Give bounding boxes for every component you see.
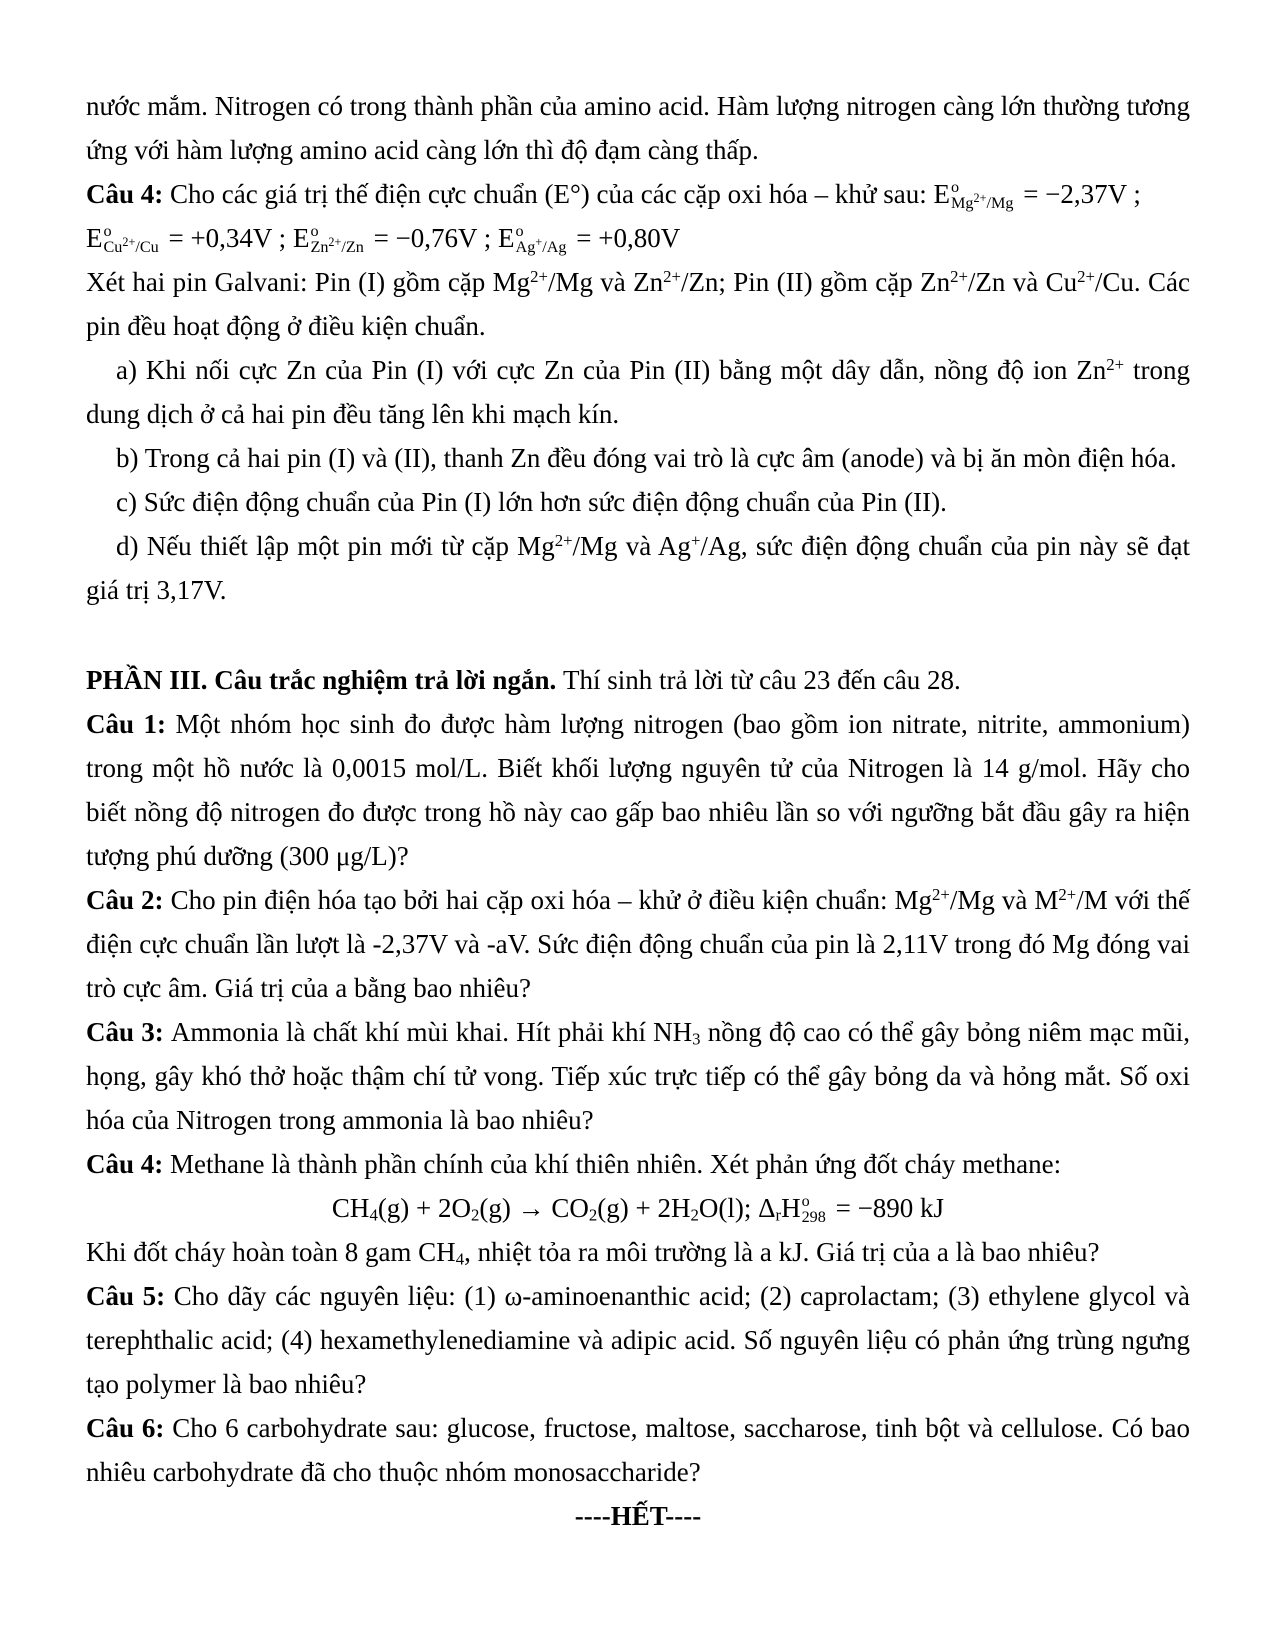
text-run: E [86, 223, 103, 253]
text-run: Δ [758, 1193, 776, 1223]
text-run: Một nhóm học sinh đo được hàm lượng nitrogen (bao gồm ion nitrate, nitrite, ammonium) trong một hồ nước là 0,0015 mol/L. Biết khối lượng nguyên tử của Nitrogen là 14 g/mol. Hãy cho biết nồng độ nitrogen đo được trong hồ này cao gấp bao nhiêu lần so với ngưỡng bắt đầu gây ra hiện tượng phú dưỡng (300 μg/L)? [86, 709, 1190, 871]
superscript-run: 2+ [530, 266, 548, 286]
text-run: /Mg và M [949, 885, 1059, 915]
text-run: /Zn và Cu [967, 267, 1078, 297]
text-run: /M với thế điện cực chuẩn lần lượt là -2,37V và -aV. Sức điện động chuẩn của pin là 2,11V trong đó Mg đóng vai trò cực âm. Giá trị của a bằng bao nhiêu? [86, 885, 1191, 1003]
text-run: trong dung dịch ở cả hai pin đều tăng lên khi mạch kín. [86, 355, 1190, 429]
text-run: Thí sinh trả lời từ câu 23 đến câu 28. [562, 665, 961, 695]
text-run: (g) + 2H [597, 1193, 691, 1223]
para-intro-degree-dam [86, 84, 1190, 172]
text-run: /Ag [542, 237, 567, 256]
text-run: 298 [801, 1207, 826, 1226]
text-run: = +0,34V ; [161, 223, 293, 253]
text-run: Cho 6 carbohydrate sau: glucose, fructose, maltose, saccharose, tinh bột và cellulose. Có bao nhiêu carbohydrate đã cho thuộc nhóm monosaccharide? [86, 1413, 1190, 1487]
text-run: = −0,76V ; [366, 223, 499, 253]
text-run: /Zn; Pin (II) gồm cặp Zn [680, 267, 951, 297]
para-end-marker [86, 1494, 1190, 1538]
text-run: Methane là thành phần chính của khí thiên nhiên. Xét phản ứng đốt cháy methane: [170, 1149, 1062, 1179]
text-run: , nhiệt tỏa ra môi trường là a kJ. Giá trị của a là bao nhiêu? [464, 1237, 1100, 1267]
superscript-run: 2+ [1058, 884, 1077, 904]
para-cau4-question [86, 1230, 1190, 1274]
text-run: c) Sức điện động chuẩn của Pin (I) lớn hơn sức điện động chuẩn của Pin (II). [116, 487, 947, 517]
text-run: Mg [951, 193, 974, 212]
text-run: E [292, 223, 310, 253]
subscript-run: 4 [369, 1205, 378, 1225]
superscript-run: 2+ [950, 266, 968, 286]
subscript-run: r [775, 1205, 782, 1225]
para-cau6 [86, 1406, 1190, 1494]
superscript-run: 2+ [554, 530, 573, 550]
superscript-run: + [535, 234, 543, 249]
para-statement-d [86, 524, 1190, 612]
superscript-run: 2+ [1106, 354, 1125, 374]
subscript-run: 2 [588, 1205, 598, 1225]
formula-supsub-stack [310, 223, 363, 255]
formula-subscript [103, 234, 159, 256]
text-run: = +0,80V [569, 223, 681, 253]
text-run: /Mg và Ag [572, 531, 691, 561]
text-run: /Ag, sức điện động chuẩn của pin này sẽ đạt giá trị 3,17V. [86, 531, 1190, 605]
formula-superscript: o [515, 221, 524, 240]
bold-text-run: Câu 4: [86, 1149, 171, 1179]
bold-text-run: Câu 1: [86, 709, 176, 739]
text-run: b) Trong cả hai pin (I) và (II), thanh Zn đều đóng vai trò là cực âm (anode) và bị ăn mòn điện hóa. [116, 443, 1177, 473]
para-cau2 [86, 878, 1190, 1010]
text-run: Cho pin điện hóa tạo bởi hai cặp oxi hóa – khử ở điều kiện chuẩn: Mg [170, 885, 932, 915]
text-run: nước mắm. Nitrogen có trong thành phần của amino acid. Hàm lượng nitrogen càng lớn thường tương ứng với hàm lượng amino acid càng lớn thì độ đạm càng thấp. [86, 91, 1190, 165]
document-body [86, 84, 1190, 1538]
formula-superscript: o [951, 177, 960, 196]
formula-supsub-stack [104, 223, 159, 255]
text-run: (g) → CO [479, 1193, 589, 1223]
text-run: = −2,37V ; [1016, 179, 1141, 209]
para-statement-a [86, 348, 1190, 436]
text-run: d) Nếu thiết lập một pin mới từ cặp Mg [116, 531, 555, 561]
formula-supsub-stack [516, 223, 567, 255]
para-cau4-part2-intro [86, 172, 1190, 216]
text-run: /Mg [986, 193, 1014, 212]
para-cau4 [86, 1142, 1190, 1186]
text-run: /Zn [341, 237, 364, 256]
text-run: Cho dãy các nguyên liệu: (1) ω-aminoenanthic acid; (2) caprolactam; (3) ethylene glycol và terephthalic acid; (4) hexamethylenediamine và adipic acid. Số nguyên liệu có phản ứng trùng ngưng tạo polymer là bao nhiêu? [86, 1281, 1190, 1399]
superscript-run: 2+ [663, 266, 681, 286]
para-section-heading [86, 658, 1190, 702]
para-cau5 [86, 1274, 1190, 1406]
subscript-run: 4 [455, 1249, 465, 1269]
text-run: Cho các giá trị thế điện cực chuẩn (E°) của các cặp oxi hóa – khử sau: [170, 179, 934, 209]
text-run: /Cu [135, 237, 159, 256]
formula-superscript: o [103, 221, 112, 240]
text-run: CH [331, 1193, 370, 1223]
para-statement-b [86, 436, 1190, 480]
superscript-run: + [690, 530, 701, 550]
bold-text-run: Câu 4: [86, 179, 171, 209]
formula-subscript [951, 190, 1014, 212]
text-run: O(l); [698, 1193, 759, 1223]
text-run: Ag [515, 237, 536, 256]
para-galvani-setup [86, 260, 1190, 348]
formula-supsub-stack [951, 179, 1013, 211]
formula-superscript: o [801, 1191, 810, 1210]
para-cau1 [86, 702, 1190, 878]
text-run: Zn [310, 237, 329, 256]
text-run: /Mg và Zn [547, 267, 664, 297]
text-run: Cu [103, 237, 123, 256]
bold-text-run: Câu 5: [86, 1281, 174, 1311]
formula-supsub-stack [802, 1193, 826, 1225]
text-run: nồng độ cao có thể gây bỏng niêm mạc mũi, họng, gây khó thở hoặc thậm chí tử vong. Tiếp xúc trực tiếp có thể gây bỏng da và hỏng mắt. Số oxi hóa của Nitrogen trong ammonia là bao nhiêu? [86, 1017, 1190, 1135]
text-run: = −890 kJ [828, 1193, 945, 1223]
subscript-run: 2 [471, 1205, 480, 1225]
superscript-run: 2+ [1077, 266, 1095, 286]
bold-text-run: Câu 3: [86, 1017, 171, 1047]
para-electrode-potentials [86, 216, 1190, 260]
para-cau3 [86, 1010, 1190, 1142]
subscript-run: 3 [692, 1029, 701, 1049]
text-run: /Cu. Các pin đều hoạt động ở điều kiện chuẩn. [86, 267, 1190, 341]
formula-superscript: o [310, 221, 319, 240]
bold-text-run: Câu 6: [86, 1413, 173, 1443]
superscript-run: 2+ [973, 190, 987, 205]
text-run: E [498, 223, 515, 253]
para-combustion-equation [86, 1186, 1190, 1230]
bold-text-run: ----HẾT---- [574, 1501, 702, 1531]
bold-text-run: Câu 2: [86, 885, 171, 915]
superscript-run: 2+ [328, 234, 342, 249]
superscript-run: 2+ [122, 234, 136, 249]
bold-text-run: PHẦN III. Câu trắc nghiệm trả lời ngắn. [86, 665, 563, 695]
formula-subscript [802, 1209, 826, 1225]
superscript-run: 2+ [932, 884, 950, 904]
subscript-run: 2 [690, 1205, 699, 1225]
text-run: Ammonia là chất khí mùi khai. Hít phải khí NH [170, 1017, 693, 1047]
formula-subscript [515, 234, 567, 256]
text-run: a) Khi nối cực Zn của Pin (I) với cực Zn của Pin (II) bằng một dây dẫn, nồng độ ion Zn [116, 355, 1107, 385]
formula-subscript [310, 234, 364, 256]
para-statement-c [86, 480, 1190, 524]
text-run: H [781, 1193, 801, 1223]
text-run: Khi đốt cháy hoàn toàn 8 gam CH [86, 1237, 456, 1267]
text-run: Xét hai pin Galvani: Pin (I) gồm cặp Mg [86, 267, 531, 297]
text-run: (g) + 2O [377, 1193, 472, 1223]
text-run: E [933, 179, 951, 209]
